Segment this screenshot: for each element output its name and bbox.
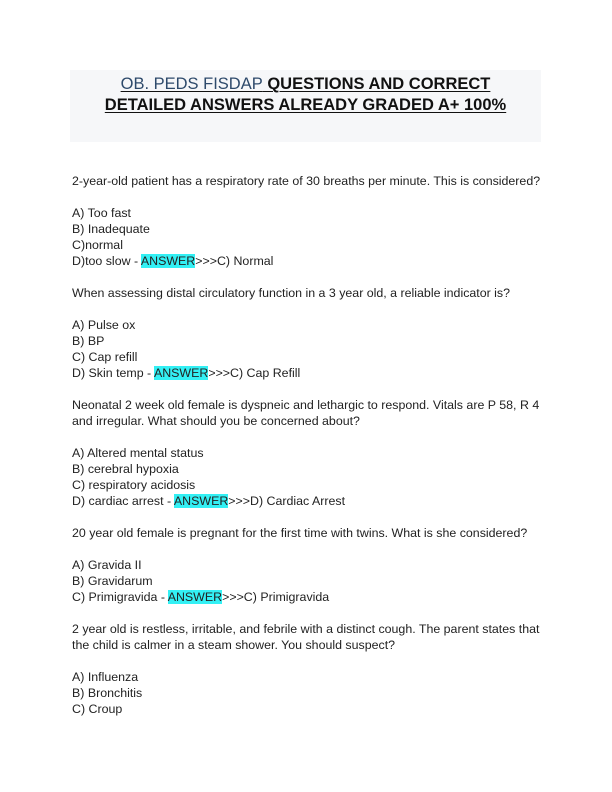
- answer-text: >>>C) Primigravida: [222, 590, 330, 604]
- question-block: [72, 285, 552, 381]
- option-c: C) respiratory acidosis: [72, 478, 196, 492]
- question-block: [72, 397, 552, 509]
- option-a: A) Too fast: [72, 206, 131, 220]
- option-a: A) Gravida II: [72, 558, 142, 572]
- title-banner: [70, 70, 541, 142]
- option-c: C)normal: [72, 238, 123, 252]
- answer-highlight: ANSWER: [140, 254, 196, 268]
- option-c-with-answer: [72, 589, 552, 605]
- option-b: B) Bronchitis: [72, 686, 143, 700]
- answer-text: >>>C) Normal: [195, 254, 274, 268]
- title-brand: OB. PEDS FISDAP: [120, 75, 263, 93]
- title-line2: DETAILED ANSWERS ALREADY GRADED A+ 100%: [104, 96, 507, 114]
- option-a: A) Influenza: [72, 670, 139, 684]
- question-text: 20 year old female is pregnant for the first time with twins. What is she considered?: [72, 526, 528, 540]
- option-b: B) Inadequate: [72, 222, 150, 236]
- answer-text: >>>C) Cap Refill: [208, 366, 301, 380]
- question-text: Neonatal 2 week old female is dyspneic and lethargic to respond. Vitals are P 58, R 4 and irregular. What should you be concerned about?: [72, 398, 540, 428]
- option-a: A) Pulse ox: [72, 318, 136, 332]
- option-c: C) Cap refill: [72, 350, 138, 364]
- option-d-with-answer: [72, 253, 552, 269]
- option-c: C) Primigravida -: [72, 590, 168, 604]
- question-block: [72, 525, 552, 605]
- option-b: B) cerebral hypoxia: [72, 462, 179, 476]
- question-text: 2-year-old patient has a respiratory rate of 30 breaths per minute. This is considered?: [72, 174, 541, 188]
- option-b: B) BP: [72, 334, 105, 348]
- answer-highlight: ANSWER: [167, 590, 223, 604]
- question-list: [72, 173, 552, 733]
- question-text: 2 year old is restless, irritable, and febrile with a distinct cough. The parent states that the child is calmer in a steam shower. You should suspect?: [72, 622, 540, 652]
- question-block: [72, 173, 552, 269]
- answer-highlight: ANSWER: [173, 494, 229, 508]
- question-text: When assessing distal circulatory function in a 3 year old, a reliable indicator is?: [72, 286, 511, 300]
- option-a: A) Altered mental status: [72, 446, 204, 460]
- document-title: [70, 70, 541, 116]
- option-d-with-answer: [72, 365, 552, 381]
- option-b: B) Gravidarum: [72, 574, 153, 588]
- question-block: [72, 621, 552, 717]
- option-c: C) Croup: [72, 702, 123, 716]
- option-d: D) Skin temp -: [72, 366, 154, 380]
- option-d: D)too slow -: [72, 254, 141, 268]
- answer-text: >>>D) Cardiac Arrest: [228, 494, 346, 508]
- title-line1-rest: QUESTIONS AND CORRECT: [262, 75, 491, 93]
- answer-highlight: ANSWER: [153, 366, 209, 380]
- option-d: D) cardiac arrest -: [72, 494, 174, 508]
- option-d-with-answer: [72, 493, 552, 509]
